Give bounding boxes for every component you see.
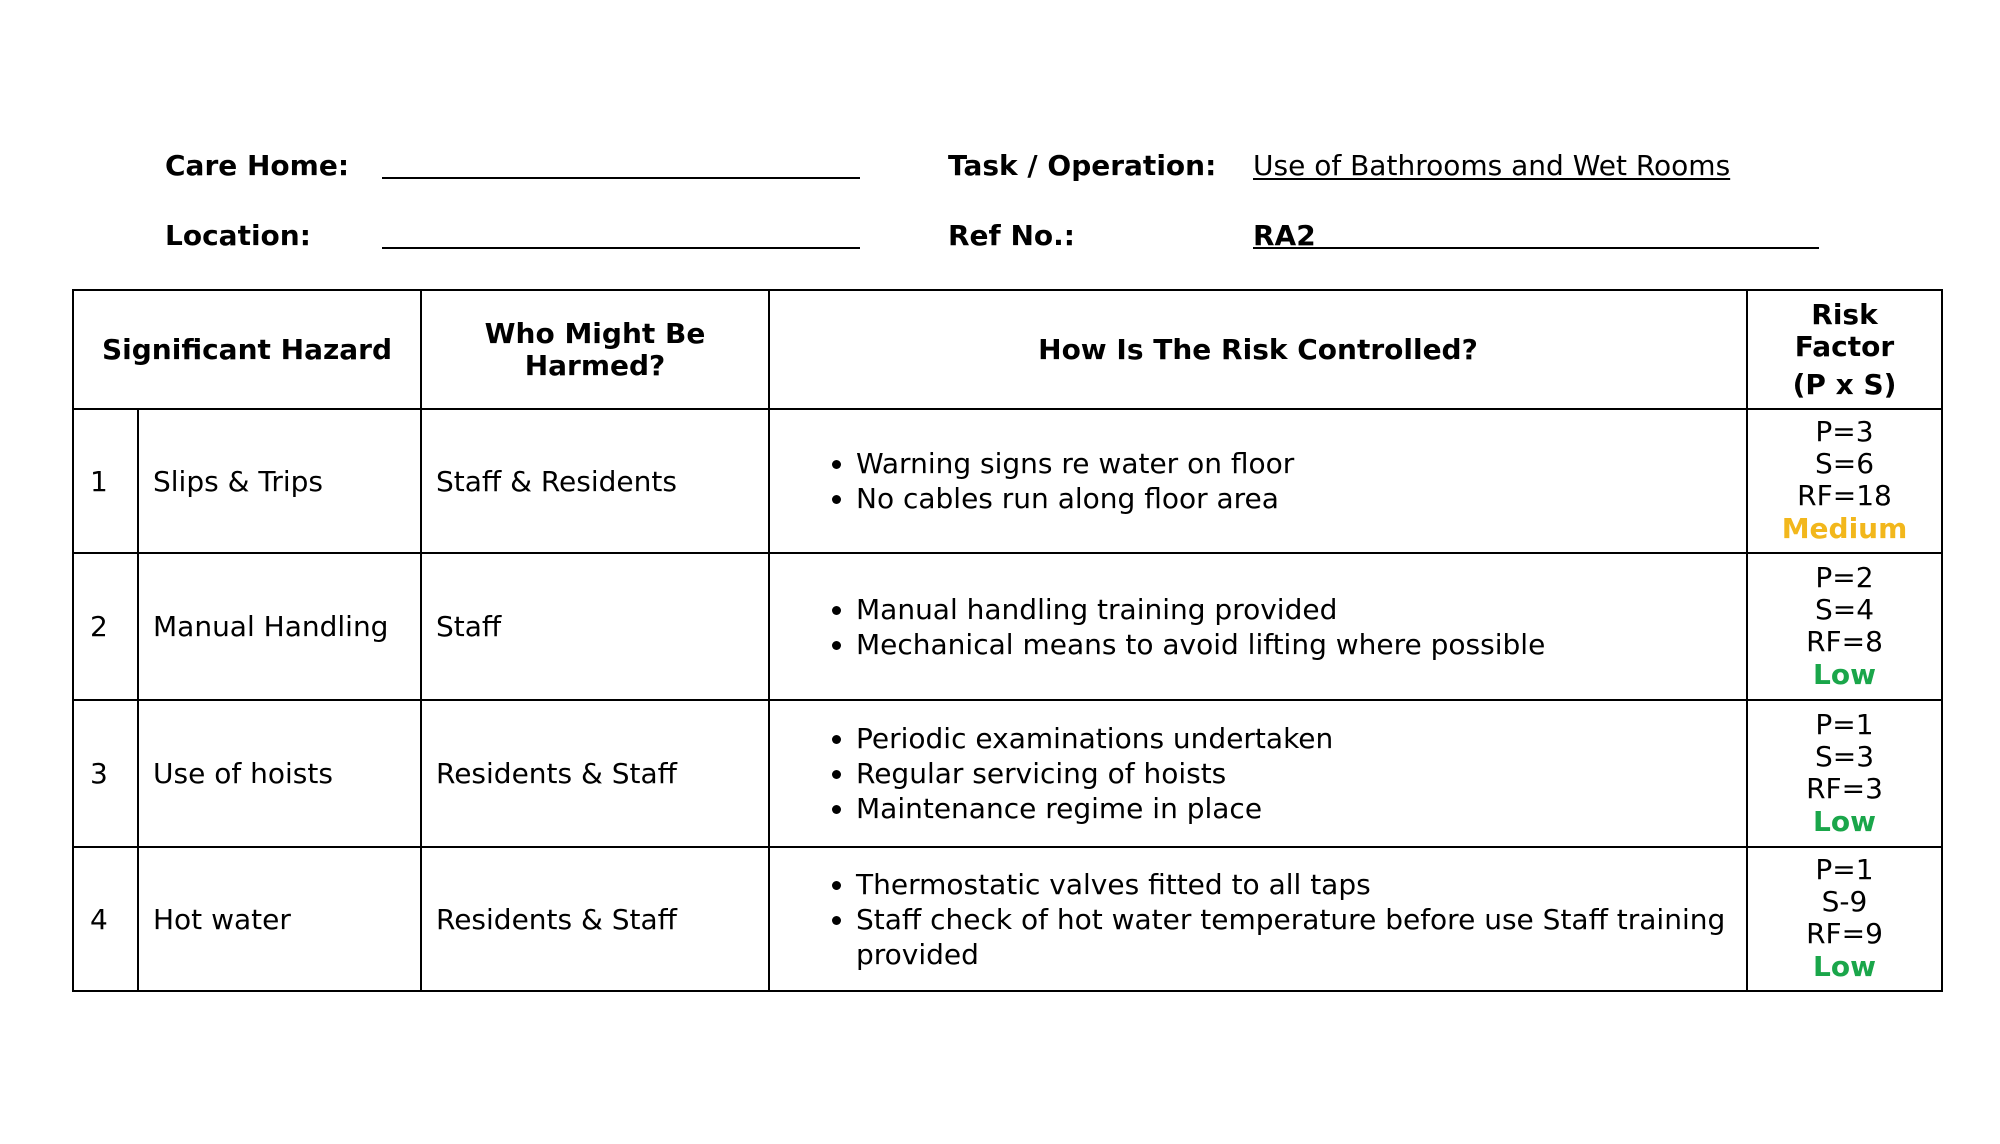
header-risk-factor-line2: Factor <box>1794 329 1895 363</box>
hazard-cell: Slips & Trips <box>138 409 421 553</box>
row-number: 3 <box>73 700 138 847</box>
probability-value: P=2 <box>1815 560 1874 594</box>
who-harmed-cell: Residents & Staff <box>421 700 769 847</box>
who-harmed-cell: Staff <box>421 553 769 700</box>
probability-value: P=1 <box>1815 853 1874 886</box>
controls-list <box>810 446 1726 516</box>
header-how-is-risk-controlled: How Is The Risk Controlled? <box>769 290 1747 409</box>
risk-rating-badge: Low <box>1813 657 1876 691</box>
list-item: • Mechanical means to avoid lifting where possible <box>856 627 1726 662</box>
header-risk-factor-line3: (P x S) <box>1792 367 1897 401</box>
risk-rating-badge: Low <box>1813 950 1876 983</box>
list-item: • Staff check of hot water temperature before use Staff training provided <box>856 902 1726 972</box>
header-significant-hazard: Significant Hazard <box>73 290 421 409</box>
row-number: 1 <box>73 409 138 553</box>
risk-rating-badge: Medium <box>1781 512 1908 545</box>
hazard-cell: Hot water <box>138 847 421 991</box>
hazard-cell: Use of hoists <box>138 700 421 847</box>
header-risk-factor-line1: Risk <box>1811 297 1878 331</box>
table-row <box>73 700 1942 847</box>
controls-cell <box>769 700 1747 847</box>
controls-cell <box>769 847 1747 991</box>
header-risk-factor <box>1747 290 1942 409</box>
risk-factor-value: RF=18 <box>1797 479 1892 512</box>
list-item: • Periodic examinations undertaken <box>856 721 1726 756</box>
controls-cell <box>769 409 1747 553</box>
location-field[interactable] <box>382 247 860 249</box>
severity-value: S=4 <box>1814 592 1875 626</box>
severity-value: S=3 <box>1814 739 1875 773</box>
risk-factor-cell <box>1747 847 1942 991</box>
table-header-row <box>73 290 1942 409</box>
probability-value: P=3 <box>1815 415 1874 448</box>
table-row <box>73 409 1942 553</box>
controls-list <box>810 592 1726 662</box>
probability-value: P=1 <box>1815 707 1874 741</box>
risk-factor-cell <box>1747 700 1942 847</box>
task-operation-label: Task / Operation: <box>948 149 1217 182</box>
row-number: 4 <box>73 847 138 991</box>
risk-factor-cell <box>1747 553 1942 700</box>
ref-no-value: RA2 <box>1253 219 1316 252</box>
care-home-label: Care Home: <box>165 149 350 182</box>
controls-list <box>810 867 1726 972</box>
risk-rating-badge: Low <box>1813 804 1876 838</box>
row-number: 2 <box>73 553 138 700</box>
controls-list <box>810 721 1726 826</box>
risk-factor-value: RF=3 <box>1806 771 1883 805</box>
location-label: Location: <box>165 219 311 252</box>
table-row <box>73 553 1942 700</box>
list-item: • Thermostatic valves fitted to all taps <box>856 867 1726 902</box>
list-item: • Regular servicing of hoists <box>856 756 1726 791</box>
ref-no-label: Ref No.: <box>948 219 1075 252</box>
ref-no-field-line <box>1253 247 1819 249</box>
header-who-might-be-harmed: Who Might Be Harmed? <box>421 290 769 409</box>
list-item: • Manual handling training provided <box>856 592 1726 627</box>
risk-factor-value: RF=8 <box>1806 624 1883 658</box>
list-item: • Maintenance regime in place <box>856 791 1726 826</box>
hazard-cell: Manual Handling <box>138 553 421 700</box>
risk-assessment-table <box>72 289 1943 992</box>
severity-value: S=6 <box>1814 447 1875 480</box>
who-harmed-cell: Staff & Residents <box>421 409 769 553</box>
list-item: • No cables run along floor area <box>856 481 1726 516</box>
risk-factor-cell <box>1747 409 1942 553</box>
task-operation-value: Use of Bathrooms and Wet Rooms <box>1253 149 1731 182</box>
list-item: • Warning signs re water on floor <box>856 446 1726 481</box>
care-home-field[interactable] <box>382 177 860 179</box>
controls-cell <box>769 553 1747 700</box>
severity-value: S-9 <box>1821 885 1868 918</box>
who-harmed-cell: Residents & Staff <box>421 847 769 991</box>
risk-factor-value: RF=9 <box>1806 917 1883 950</box>
table-row <box>73 847 1942 991</box>
